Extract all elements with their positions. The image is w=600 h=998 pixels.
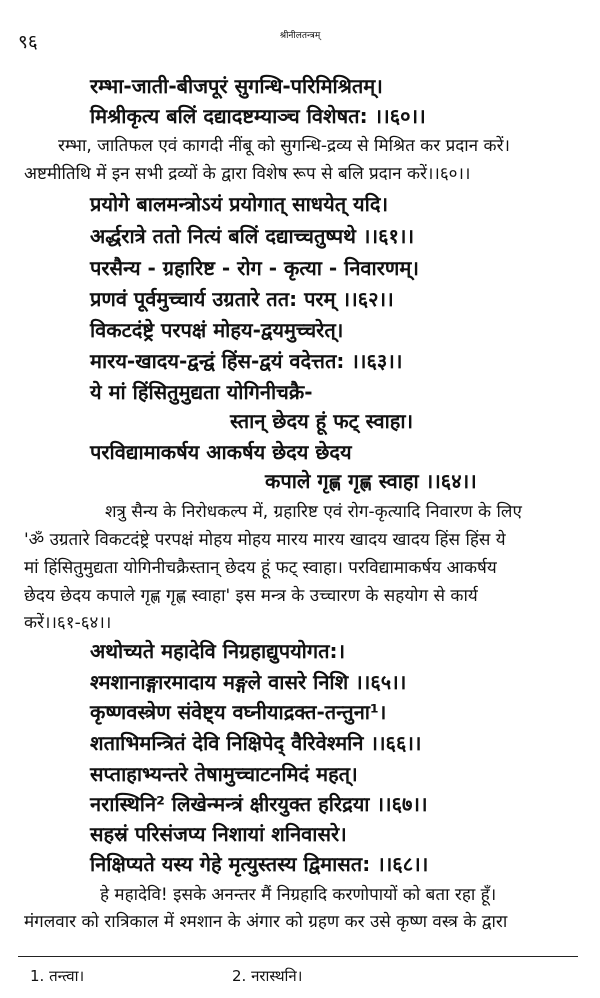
verse-line: स्तान् छेदय हूं फट् स्वाहा। [230, 409, 414, 433]
footnote-2: 2. नरास्थनि। [232, 967, 303, 985]
page-number: ९६ [18, 31, 38, 53]
verse-line: मिश्रीकृत्य बलिं दद्यादष्टम्याञ्च विशेषत: ।।६०।। [90, 104, 426, 128]
verse-line: कपाले गृह्ण गृह्ण स्वाहा ।।६४।। [265, 469, 477, 493]
verse-line: प्रणवं पूर्वमुच्चार्य उग्रतारे तत: परम् ।।६२।। [90, 287, 394, 311]
verse-line: परविद्यामाकर्षय आकर्षय छेदय छेदय [90, 440, 352, 464]
verse-line: नरास्थिनि² लिखेन्मन्त्रं क्षीरयुक्त हरिद्रया ।।६७।। [90, 792, 428, 816]
footnote-rule [18, 956, 578, 957]
commentary-line: छेदय छेदय कपाले गृह्ण गृह्ण स्वाहा' इस मन्त्र के उच्चारण के सहयोग से कार्य [24, 586, 478, 606]
verse-line: प्रयोगे बालमन्त्रोऽयं प्रयोगात् साधयेत् यदि। [90, 192, 389, 216]
running-title: श्रीनीलतन्त्रम् [279, 31, 321, 41]
commentary-line: हे महादेवि! इसके अनन्तर मैं निग्रहादि करणोपायों को बता रहा हूँ। [100, 885, 497, 905]
verse-line: श्मशानाङ्गारमादाय मङ्गले वासरे निशि ।।६५।। [90, 670, 407, 694]
verse-line: शताभिमन्त्रितं देवि निक्षिपेद् वैरिवेश्मनि ।।६६।। [90, 731, 422, 755]
verse-line: मारय-खादय-द्वन्द्वं हिंस-द्वयं वदेत्तत: ।।६३।। [90, 349, 403, 373]
verse-line: सप्ताहाभ्यन्तरे तेषामुच्चाटनमिदं महत्। [90, 762, 358, 786]
verse-line: परसैन्य - ग्रहारिष्ट - रोग - कृत्या - निवारणम्। [90, 256, 419, 280]
verse-line: विकटदंष्ट्रे परपक्षं मोहय-द्वयमुच्चरेत्। [90, 318, 344, 342]
verse-line: रम्भा-जाती-बीजपूरं सुगन्धि-परिमिश्रितम्। [90, 74, 383, 98]
commentary-line: मां हिंसितुमुद्यता योगिनीचक्रैस्तान् छेदय हूं फट् स्वाहा। परविद्यामाकर्षय आकर्षय [24, 558, 497, 578]
verse-line: अथोच्यते महादेवि निग्रहाद्युपयोगत:। [90, 639, 346, 663]
commentary-line: मंगलवार को रात्रिकाल में श्मशान के अंगार को ग्रहण कर उसे कृष्ण वस्त्र के द्वारा [24, 912, 508, 932]
commentary-line: रम्भा, जातिफल एवं कागदी नींबू को सुगन्धि-द्रव्य से मिश्रित कर प्रदान करें। [58, 136, 510, 156]
commentary-line: 'ॐ उग्रतारे विकटदंष्ट्रे परपक्षं मोहय मोहय मारय मारय खादय खादय हिंस हिंस ये [24, 530, 506, 550]
commentary-line: शत्रु सैन्य के निरोधकल्प में, ग्रहारिष्ट एवं रोग-कृत्यादि निवारण के लिए [105, 502, 522, 522]
commentary-line: करें।।६१-६४।। [24, 613, 112, 633]
verse-line: अर्द्धरात्रे ततो नित्यं बलिं दद्याच्चतुष्पथे ।।६१।। [90, 224, 415, 248]
commentary-line: अष्टमीतिथि में इन सभी द्रव्यों के द्वारा विशेष रूप से बलि प्रदान करें।।६०।। [24, 164, 471, 184]
verse-line: कृष्णवस्त्रेण संवेष्ट्य वघ्नीयाद्रक्त-तन्तुना¹। [90, 700, 387, 724]
verse-line: ये मां हिंसितुमुद्यता योगिनीचक्रै- [90, 380, 313, 404]
verse-line: निक्षिप्यते यस्य गेहे मृत्युस्तस्य द्विमासत: ।।६८।। [90, 852, 429, 876]
footnote-1: 1. तन्त्वा। [30, 967, 85, 985]
verse-line: सहस्रं परिसंजप्य निशायां शनिवासरे। [90, 822, 347, 846]
